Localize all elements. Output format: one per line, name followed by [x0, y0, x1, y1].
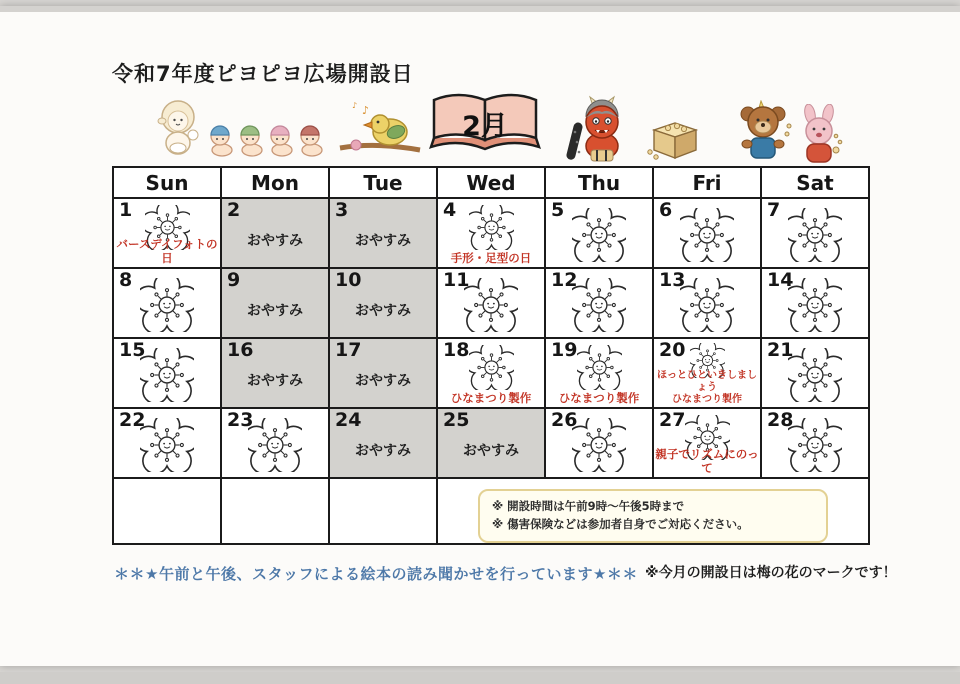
empty-cell	[221, 478, 329, 544]
closed-label: おやすみ	[247, 373, 303, 389]
day-number: 25	[443, 409, 470, 431]
day-number: 14	[767, 269, 794, 291]
calendar-week-row	[113, 198, 869, 268]
bear-icon	[734, 100, 792, 164]
calendar-week-row	[113, 268, 869, 338]
bean-box-icon	[646, 114, 704, 162]
calendar-page	[0, 6, 960, 666]
day-number: 13	[659, 269, 686, 291]
empty-cell	[113, 478, 221, 544]
closed-day-cell	[329, 198, 437, 268]
day-number: 10	[335, 269, 362, 291]
day-number: 4	[443, 199, 457, 221]
open-day-cell	[653, 198, 761, 268]
day-number: 21	[767, 339, 794, 361]
open-day-cell	[761, 268, 869, 338]
closed-label: おやすみ	[355, 373, 411, 389]
weekday-header-fri: Fri	[653, 167, 761, 198]
closed-day-cell	[329, 338, 437, 408]
day-number: 16	[227, 339, 254, 361]
day-number: 18	[443, 339, 470, 361]
page-title: 令和7年度ピヨピヨ広場開設日	[112, 62, 414, 86]
day-number: 19	[551, 339, 578, 361]
day-number: 23	[227, 409, 254, 431]
month-book	[428, 88, 542, 158]
svg-text:♪: ♪	[352, 101, 358, 110]
oni-icon	[566, 94, 632, 164]
info-cell	[437, 478, 869, 544]
weekday-header-sat: Sat	[761, 167, 869, 198]
bottom-row	[113, 478, 869, 544]
calendar-table	[112, 166, 870, 545]
weekday-header-thu: Thu	[545, 167, 653, 198]
svg-text:♪: ♪	[362, 104, 370, 117]
baby-sheep-icon	[150, 96, 206, 158]
open-day-cell	[113, 338, 221, 408]
open-day-cell	[761, 338, 869, 408]
day-number: 24	[335, 409, 362, 431]
storytime-note: ＊＊★午前と午後、スタッフによる絵本の読み聞かせを行っています★＊＊	[114, 565, 638, 583]
open-day-cell	[437, 198, 545, 268]
day-number: 1	[119, 199, 133, 221]
closed-day-cell	[329, 408, 437, 478]
closed-label: おやすみ	[355, 443, 411, 459]
open-day-cell	[545, 338, 653, 408]
open-day-cell	[113, 198, 221, 268]
open-day-cell	[761, 408, 869, 478]
rabbit-icon	[792, 104, 846, 166]
day-number: 22	[119, 409, 146, 431]
day-number: 7	[767, 199, 781, 221]
day-number: 3	[335, 199, 349, 221]
closed-day-cell	[221, 338, 329, 408]
event-note: 親子でリズムにのって	[655, 447, 759, 476]
crawling-babies-icon	[205, 122, 329, 160]
closed-day-cell	[221, 198, 329, 268]
event-note: ひなまつり製作	[450, 391, 532, 406]
event-note: バースデイフォトの日	[116, 237, 218, 266]
weekday-header-row	[113, 167, 869, 198]
weekday-header-sun: Sun	[113, 167, 221, 198]
open-day-cell	[221, 408, 329, 478]
closed-label: おやすみ	[355, 233, 411, 249]
flower-mark-note: ※今月の開設日は梅の花のマークです！	[645, 565, 897, 581]
weekday-header-wed: Wed	[437, 167, 545, 198]
open-day-cell	[437, 268, 545, 338]
open-day-cell	[545, 268, 653, 338]
closed-label: おやすみ	[355, 303, 411, 319]
weekday-header-mon: Mon	[221, 167, 329, 198]
event-note: ほっとひといきしましょう ひなまつり製作	[657, 370, 757, 405]
closed-label: おやすみ	[247, 233, 303, 249]
day-number: 5	[551, 199, 565, 221]
bird-on-branch-icon	[336, 100, 424, 162]
open-day-cell	[761, 198, 869, 268]
calendar-week-row	[113, 338, 869, 408]
scan-edge	[0, 672, 960, 684]
day-number: 6	[659, 199, 673, 221]
closed-label: おやすみ	[463, 443, 519, 459]
day-number: 11	[443, 269, 470, 291]
open-day-cell	[653, 268, 761, 338]
event-note: ひなまつり製作	[558, 391, 640, 406]
open-day-cell	[113, 408, 221, 478]
day-number: 9	[227, 269, 241, 291]
info-box	[478, 489, 828, 543]
day-number: 17	[335, 339, 362, 361]
info-line-insurance: ※ 傷害保険などは参加者自身でご対応ください。	[492, 516, 749, 531]
calendar-week-row	[113, 408, 869, 478]
day-number: 2	[227, 199, 241, 221]
day-number: 20	[659, 339, 686, 361]
open-day-cell	[545, 408, 653, 478]
info-line-hours: ※ 開設時間は午前9時～午後5時まで	[492, 499, 685, 513]
event-note: 手形・足型の日	[450, 251, 532, 266]
day-number: 27	[659, 409, 686, 431]
open-day-cell	[437, 338, 545, 408]
day-number: 12	[551, 269, 578, 291]
month-label: 2月	[462, 111, 508, 142]
closed-label: おやすみ	[247, 303, 303, 319]
open-day-cell	[113, 268, 221, 338]
closed-day-cell	[221, 268, 329, 338]
closed-day-cell	[437, 408, 545, 478]
open-day-cell	[653, 338, 761, 408]
day-number: 15	[119, 339, 146, 361]
day-number: 26	[551, 409, 578, 431]
scan-edge	[0, 6, 960, 12]
closed-day-cell	[329, 268, 437, 338]
empty-cell	[329, 478, 437, 544]
day-number: 28	[767, 409, 794, 431]
open-day-cell	[545, 198, 653, 268]
open-day-cell	[653, 408, 761, 478]
weekday-header-tue: Tue	[329, 167, 437, 198]
day-number: 8	[119, 269, 133, 291]
